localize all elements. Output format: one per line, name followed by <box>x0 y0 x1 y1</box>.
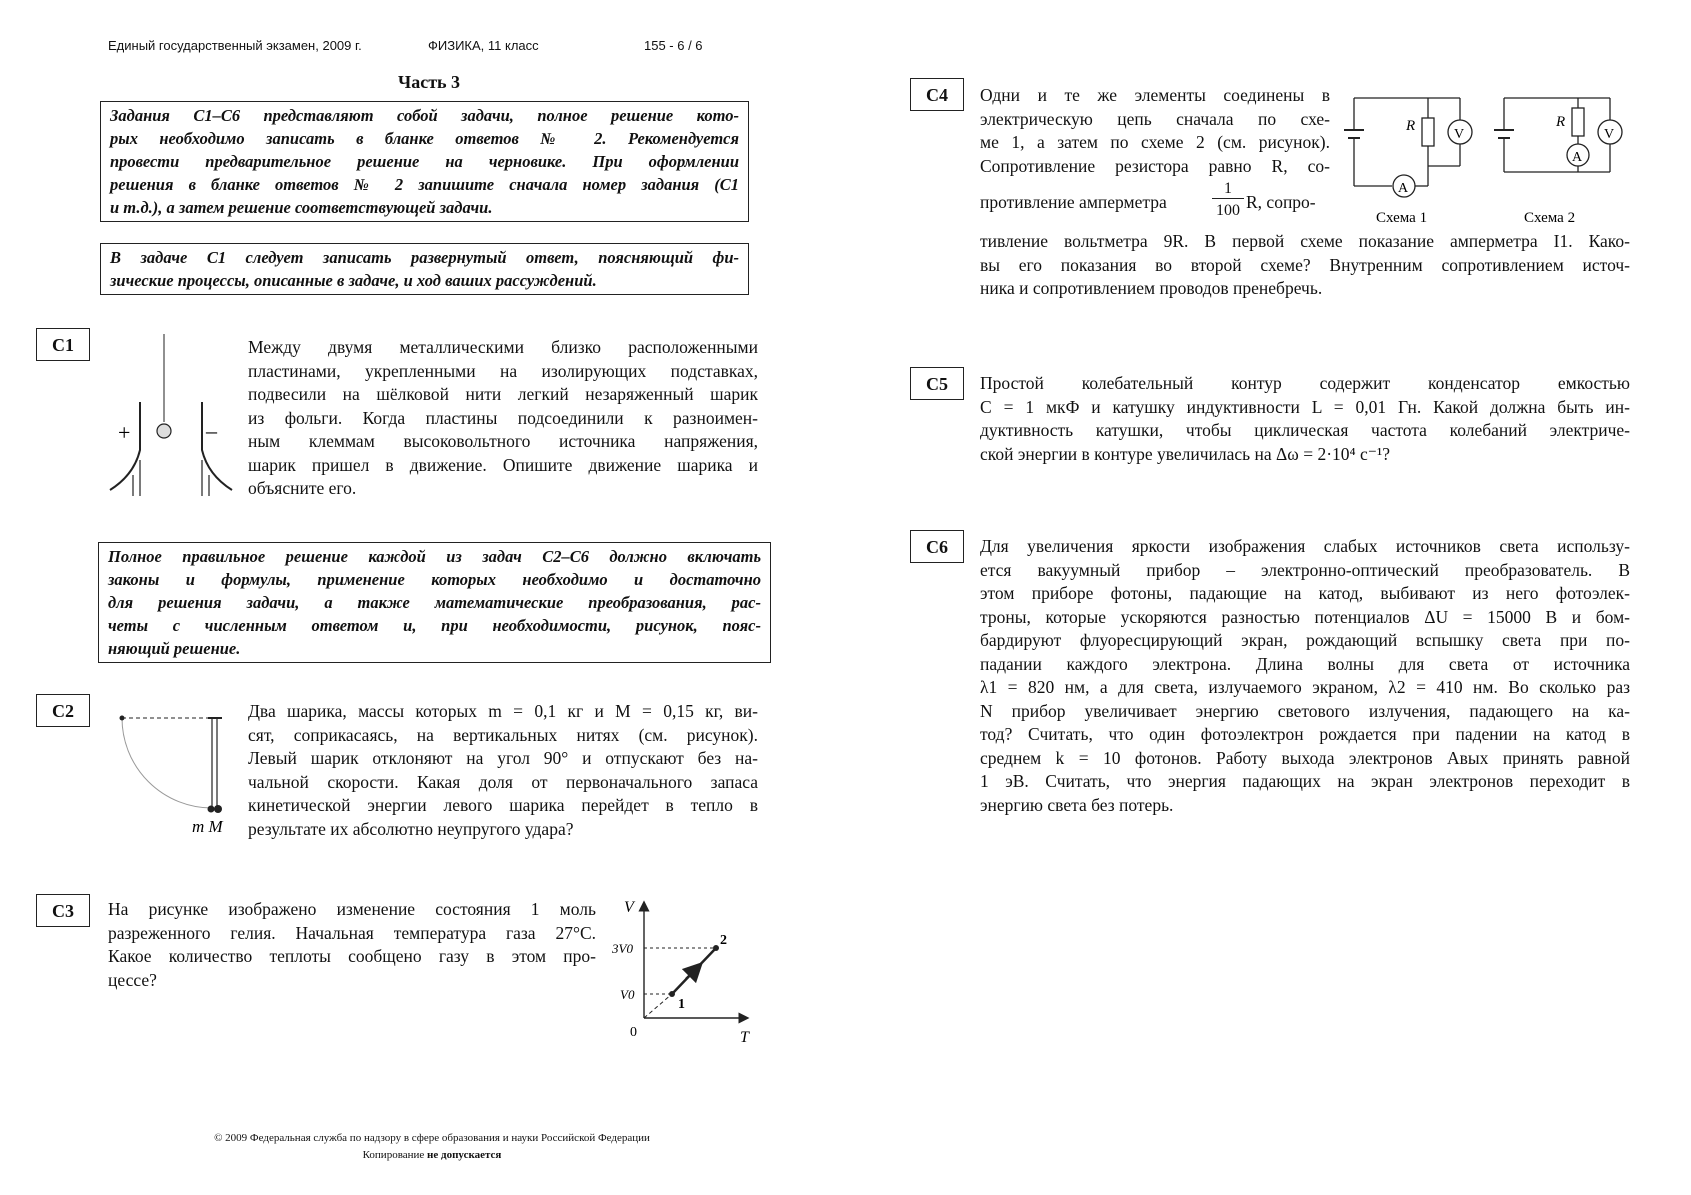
c6-line: ется вакуумный прибор – электронно-оптический преобразователь. В <box>980 559 1630 580</box>
c1-line: шарик пришел в движение. Опишите движение шарика и <box>248 454 758 475</box>
task-label-c1: С1 <box>36 328 90 361</box>
c2-mass-labels: m M <box>192 817 223 836</box>
c1-line: Между двумя металлическими близко расположенными <box>248 337 758 357</box>
c1-text <box>248 336 758 501</box>
c3-x-label: T <box>740 1029 749 1046</box>
c1-line: ным клеммам высоковольтного источника напряжения, <box>248 431 758 451</box>
c2-arc <box>122 718 212 808</box>
c3-line: Какое количество теплоты сообщено газу в этом про- <box>108 946 596 966</box>
c1-line: объясните его. <box>248 478 357 498</box>
c4-s1-ammeter-label: A <box>1398 181 1409 196</box>
c5-line: C = 1 мкФ и катушку индуктивности L = 0,01 Гн. Какой должна быть ин- <box>980 396 1630 417</box>
c6-line: 1 эВ. Считать, что энергия падающих на экран электронов переходит в <box>980 771 1630 791</box>
c3-point1-label: 1 <box>678 997 685 1012</box>
c2-ball-m <box>208 806 215 813</box>
c5-text <box>980 372 1630 466</box>
footer-copyright: © 2009 Федеральная служба по надзору в сфере образования и науки Российской Федерации <box>214 1132 650 1144</box>
c3-text <box>108 898 596 992</box>
c4-s2-voltmeter-label: V <box>1604 127 1615 142</box>
c3-y-label: V <box>624 899 634 916</box>
c3-point2-label: 2 <box>720 933 727 948</box>
c6-line: λ1 = 820 нм, а для света, излучаемого экраном, λ2 = 410 нм. Во сколько раз <box>980 677 1630 697</box>
c4-line: Одни и те же элементы соединены в <box>980 85 1330 105</box>
task-label-c4: С4 <box>910 78 964 111</box>
c5-line: дуктивность катушки, чтобы циклическая частота колебаний электриче- <box>980 420 1630 440</box>
instr1-line: провести предварительное решение на черновике. При оформлении <box>110 152 739 171</box>
c3-graph <box>608 898 758 1048</box>
c2-line: чальной скорости. Какая доля от первоначального запаса <box>248 771 758 792</box>
c3-line: разреженного гелия. Начальная температура газа 27°С. <box>108 922 596 943</box>
c4-text-top <box>980 84 1330 178</box>
c6-line: падании каждого электрона. Длина волны для света от источника <box>980 653 1630 674</box>
part-title: Часть 3 <box>398 72 461 92</box>
c2-line: Два шарика, массы которых m = 0,1 кг и M = 0,15 кг, ви- <box>248 701 758 721</box>
instr3-line: для решения задачи, а также математические преобразования, рас- <box>108 593 761 612</box>
c6-line: бардируют флуоресцирующий экран, рождающий вспышку света при по- <box>980 630 1630 650</box>
c1-figure <box>100 330 240 500</box>
c5-line: Простой колебательный контур содержит конденсатор емкостью <box>980 373 1630 393</box>
c2-figure <box>110 706 240 841</box>
instr3-line: законы и формулы, применение которых необходимо и достаточно <box>108 570 761 589</box>
c3-point-1 <box>669 991 675 997</box>
c4-s2-ammeter-label: A <box>1572 150 1583 165</box>
c5-line: ской энергии в контуре увеличилась на Δω = 2·10⁴ с⁻¹? <box>980 443 1391 464</box>
instructions-box-1 <box>100 101 749 222</box>
c2-line: Левый шарик отклоняют на угол 90° и отпускают без на- <box>248 748 758 768</box>
instr3-line: няющий решение. <box>108 639 241 658</box>
instr3-line: четы с численным ответом и, при необходимости, рисунок, пояс- <box>108 616 761 635</box>
c4-frac-before: противление амперметра <box>980 192 1167 212</box>
c6-line: среднем k = 10 фотонов. Работу выхода электронов Aвых принять равной <box>980 747 1630 768</box>
c4-line: ника и сопротивлением проводов пренебречь. <box>980 278 1323 298</box>
task-label-c6: С6 <box>910 530 964 563</box>
footer-copy-bold: не допускается <box>427 1149 502 1161</box>
c2-line: кинетической энергии левого шарика перейдет в тепло в <box>248 795 758 815</box>
task-label-c5: С5 <box>910 367 964 400</box>
c4-line: тивление вольтметра 9R. В первой схеме показание амперметра I1. Како- <box>980 231 1630 251</box>
c4-line: Сопротивление резистора равно R, со- <box>980 155 1330 176</box>
c1-right-plate <box>202 402 232 490</box>
c3-tick-v0: V0 <box>620 987 635 1002</box>
c6-line: троны, которые ускоряются разностью потенциалов ΔU = 15000 В и бом- <box>980 606 1630 627</box>
c3-point-2 <box>713 945 719 951</box>
c4-text-bottom <box>980 230 1630 301</box>
c4-line: ме 1, а затем по схеме 2 (см. рисунок). <box>980 132 1330 152</box>
c4-schemes <box>1340 88 1640 230</box>
c1-line: подвесили на шёлковой нити легкий незаряженный шарик <box>248 384 758 404</box>
c3-origin-dashed <box>644 994 672 1018</box>
resistor-icon <box>1422 118 1434 146</box>
c6-text <box>980 535 1630 817</box>
c4-frac-den: 100 <box>1216 202 1240 219</box>
footer-copy-prefix: Копирование <box>362 1149 428 1161</box>
header-exam: Единый государственный экзамен, 2009 г. <box>108 38 362 53</box>
c6-line: тод? Считать, что один фотоэлектрон рождается при падении на катод в <box>980 724 1630 744</box>
c4-line: электрическую цепь сначала по схе- <box>980 108 1330 129</box>
c2-text <box>248 700 758 841</box>
instr3-line: Полное правильное решение каждой из задач С2–С6 должно включать <box>108 547 761 566</box>
instr1-line: Задания С1–С6 представляют собой задачи, полное решение кото- <box>110 106 739 125</box>
c6-line: Для увеличения яркости изображения слабых источников света использу- <box>980 536 1630 556</box>
c4-line: вы его показания во второй схеме? Внутренним сопротивлением источ- <box>980 254 1630 275</box>
resistor-icon <box>1572 108 1584 136</box>
c6-line: энергию света без потерь. <box>980 794 1174 815</box>
c4-fraction-line <box>980 180 1330 230</box>
c2-line: сят, соприкасаясь, на вертикальных нитях (см. рисунок). <box>248 724 758 745</box>
c4-s1-resistor-label: R <box>1406 118 1416 134</box>
c4-scheme-2 <box>1494 98 1622 172</box>
c1-line: пластинами, укрепленными на изолирующих подставках, <box>248 360 758 381</box>
instructions-box-3 <box>98 542 771 663</box>
c1-minus-sign: – <box>206 418 217 443</box>
c4-s2-resistor-label: R <box>1556 114 1566 130</box>
c2-line: результате их абсолютно неупругого удара? <box>248 818 574 839</box>
instructions-box-2 <box>100 243 749 295</box>
header-page: 155 - 6 / 6 <box>644 38 703 53</box>
instr1-line: и т.д.), а затем решение соответствующей задачи. <box>110 198 493 217</box>
task-label-c2: С2 <box>36 694 90 727</box>
c6-line: этом приборе фотоны, падающие на катод, выбивают из него фотоэлек- <box>980 583 1630 603</box>
footer-copy-notice <box>132 1149 732 1161</box>
c4-frac-after: R, сопро- <box>1246 192 1316 212</box>
c4-scheme1-label: Схема 1 <box>1376 210 1428 226</box>
instr1-line: рых необходимо записать в бланке ответов № 2. Рекомендуется <box>110 129 739 148</box>
c1-left-plate <box>110 402 140 490</box>
c2-ball-M <box>214 805 222 813</box>
task-label-c3: С3 <box>36 894 90 927</box>
c3-origin-label: 0 <box>630 1025 637 1040</box>
c6-line: N прибор увеличивает энергию светового излучения, падающего на ка- <box>980 700 1630 721</box>
c1-line: из фольги. Когда пластины подсоединили к разноимен- <box>248 407 758 428</box>
c1-ball <box>157 424 171 438</box>
header-subject: ФИЗИКА, 11 класс <box>428 38 539 53</box>
c4-s1-voltmeter-label: V <box>1454 127 1465 142</box>
c4-scheme-1 <box>1344 98 1472 197</box>
instr2-line: В задаче С1 следует записать развернутый ответ, поясняющий фи- <box>110 248 739 267</box>
instr2-line: зические процессы, описанные в задаче, и ход ваших рассуждений. <box>110 271 597 290</box>
c3-tick-3v0: 3V0 <box>612 941 633 956</box>
c1-plus-sign: + <box>118 420 131 445</box>
c3-line: цессе? <box>108 969 157 990</box>
c4-scheme2-label: Схема 2 <box>1524 210 1576 226</box>
c3-line: На рисунке изображено изменение состояния 1 моль <box>108 899 596 919</box>
instr1-line: решения в бланке ответов № 2 запишите сначала номер задания (С1 <box>110 175 739 194</box>
c4-frac-num: 1 <box>1212 180 1244 199</box>
